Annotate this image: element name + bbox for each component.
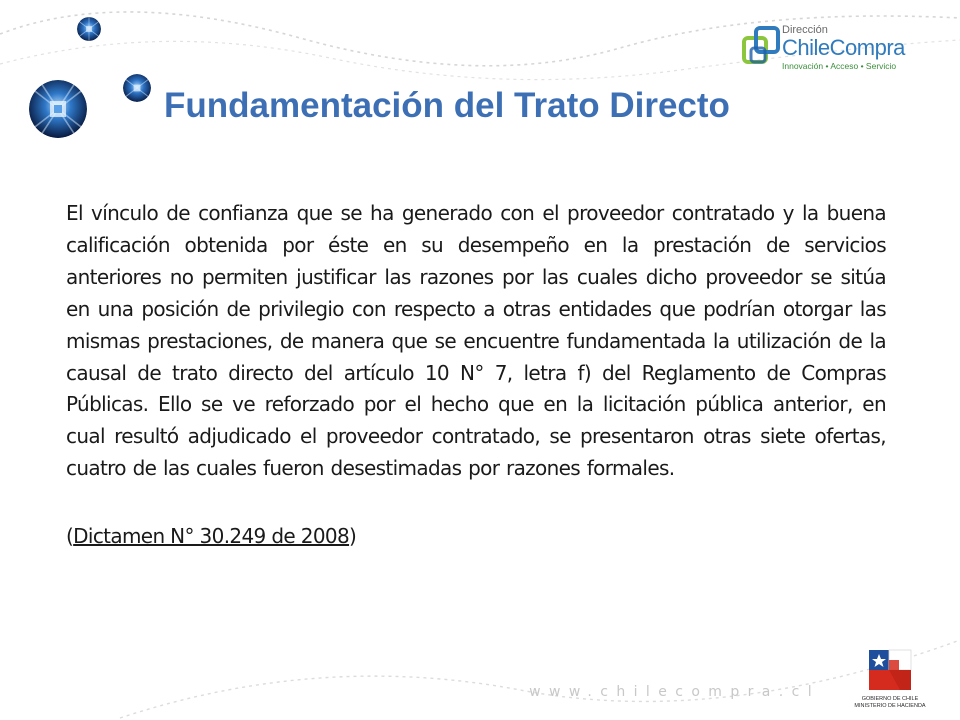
tunnel-orb-icon [29, 80, 87, 138]
gobierno-de-chile-emblem-icon [865, 646, 915, 694]
dictamen-link[interactable]: Dictamen N° 30.249 de 2008 [73, 524, 350, 548]
tunnel-orb-icon [77, 17, 101, 41]
logo-tagline: Innovación • Acceso • Servicio [782, 61, 897, 71]
citation [66, 520, 356, 552]
logo-wordmark [782, 24, 912, 72]
gov-line-2: MINISTERIO DE HACIENDA [854, 703, 926, 709]
gov-line-1: GOBIERNO DE CHILE [861, 696, 919, 702]
citation-close: ) [349, 524, 357, 548]
chilecompra-logo [742, 24, 912, 80]
page-title: Fundamentación del Trato Directo [164, 86, 730, 125]
gobierno-de-chile-logo [852, 646, 928, 716]
footer-url: www.chilecompra.cl [529, 684, 820, 700]
tunnel-orb-icon [123, 74, 151, 102]
citation-open: ( [66, 524, 74, 548]
logo-brand: ChileCompra [782, 35, 905, 60]
chilecompra-logo-icon [742, 26, 784, 72]
logo-direccion: Dirección [782, 24, 828, 36]
body-paragraph: El vínculo de confianza que se ha generado con el proveedor contratado y la buena calificación obtenida por éste en su desempeño en la prestación de servicios anteriores no permiten justificar las razones por las cuales dicho proveedor se sitúa en una posición de privilegio con respecto a otras entidades que podrían otorgar las mismas prestaciones, de manera que se encuentre fundamentada la utilización de la causal de trato directo del artículo 10 N° 7, letra f) del Reglamento de Compras Públicas. Ello se ve reforzado por el hecho que en la licitación pública anterior, en cual resultó adjudicado el proveedor contratado, se presentaron otras siete ofertas, cuatro de las cuales fueron desestimadas por razones formales. [66, 201, 886, 481]
